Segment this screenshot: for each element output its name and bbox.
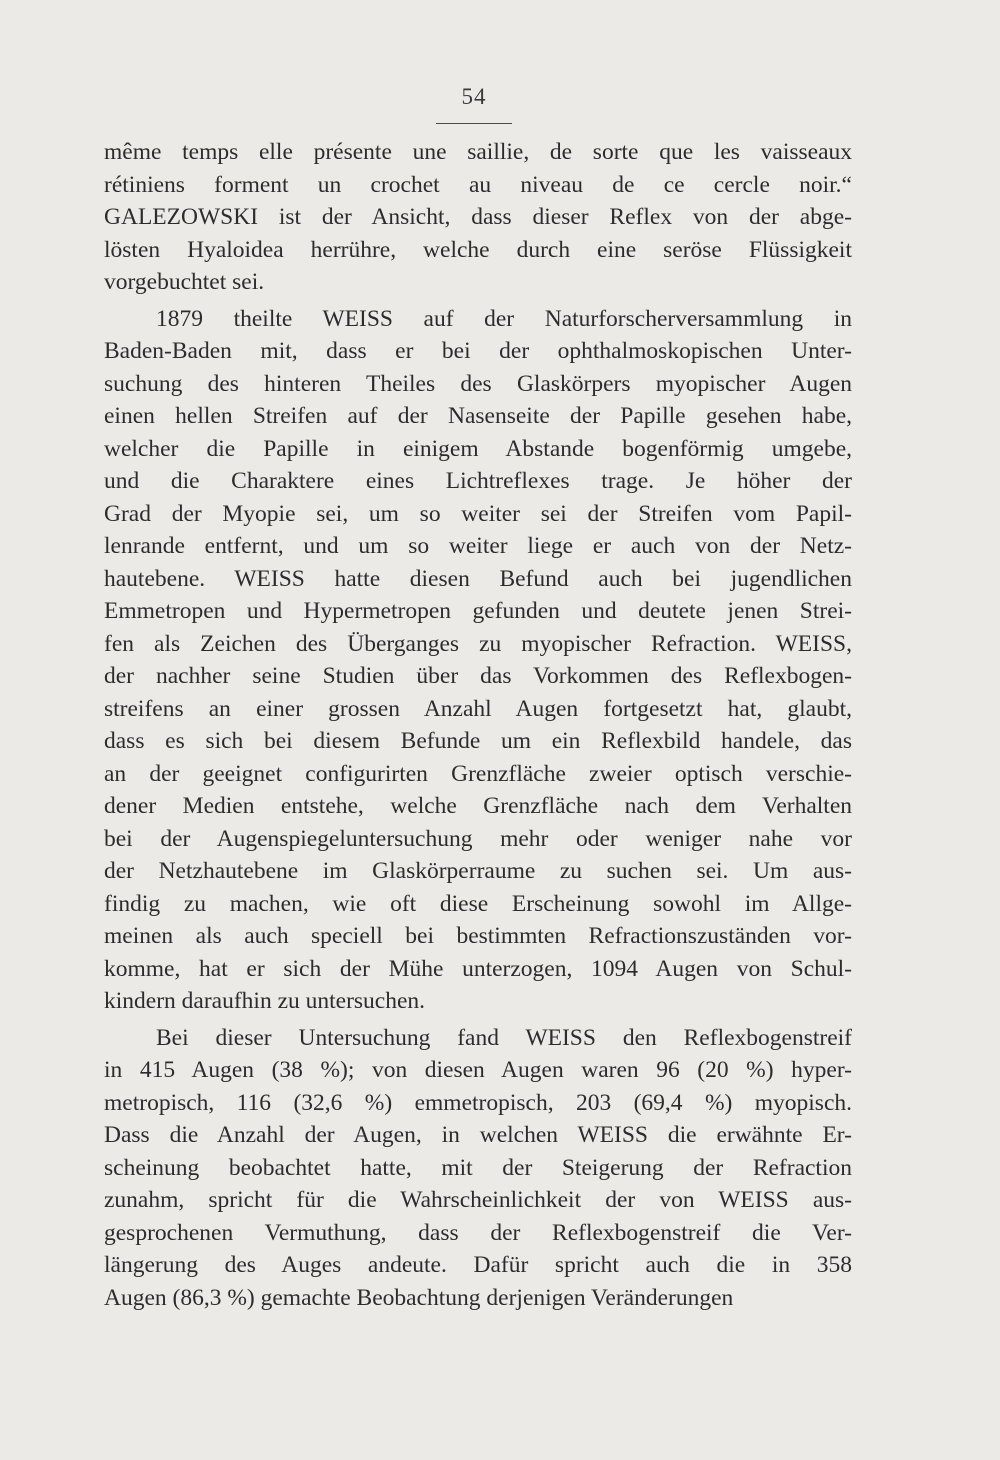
text-line: Augen (86,3 %) gemachte Beobachtung derjenigen Veränderungen xyxy=(104,1284,734,1311)
text-line: rétiniens forment un crochet au niveau de ce cercle noir.“ xyxy=(104,171,852,198)
text-line: GALEZOWSKI ist der Ansicht, dass dieser Reflex von der abge- xyxy=(104,204,852,230)
paragraph xyxy=(104,1022,852,1315)
text-line: hautebene. WEISS hatte diesen Befund auch bei jugendlichen xyxy=(104,565,852,592)
text-line: meinen als auch speciell bei bestimmten Refractionszuständen vor- xyxy=(104,923,852,949)
text-line: lösten Hyaloidea herrühre, welche durch eine seröse Flüssigkeit xyxy=(104,236,852,263)
text-line: welcher die Papille in einigem Abstande bogenförmig umgebe, xyxy=(104,435,852,462)
text-line: Grad der Myopie sei, um so weiter sei der Streifen vom Papil- xyxy=(104,500,852,527)
text-line: komme, hat er sich der Mühe unterzogen, 1094 Augen von Schul- xyxy=(104,955,852,982)
text-line: Bei dieser Untersuchung fand WEISS den Reflexbogenstreif xyxy=(156,1024,852,1051)
text-line: gesprochenen Vermuthung, dass der Reflexbogenstreif die Ver- xyxy=(104,1219,852,1246)
text-line: an der geeignet configurirten Grenzfläche zweier optisch verschie- xyxy=(104,760,852,787)
text-line: Baden-Baden mit, dass er bei der ophthalmoskopischen Unter- xyxy=(104,338,852,364)
text-line: streifens an einer grossen Anzahl Augen fortgesetzt hat, glaubt, xyxy=(104,695,852,722)
text-line: suchung des hinteren Theiles des Glaskörpers myopischer Augen xyxy=(104,370,852,397)
text-line: einen hellen Streifen auf der Nasenseite der Papille gesehen habe, xyxy=(104,403,852,429)
text-line: dass es sich bei diesem Befunde um ein Reflexbild handele, das xyxy=(104,728,852,754)
text-line: zunahm, spricht für die Wahrscheinlichkeit der von WEISS aus- xyxy=(104,1187,852,1213)
page-number: 54 xyxy=(461,84,487,109)
text-line: même temps elle présente une saillie, de sorte que les vaisseaux xyxy=(104,139,852,165)
text-line: der Netzhautebene im Glaskörperraume zu suchen sei. Um aus- xyxy=(104,858,852,884)
text-line: vorgebuchtet sei. xyxy=(104,269,265,295)
page-number-rule xyxy=(436,123,512,124)
text-line: lenrande entfernt, und um so weiter liege er auch von der Netz- xyxy=(104,533,852,559)
text-line: in 415 Augen (38 %); von diesen Augen waren 96 (20 %) hyper- xyxy=(104,1057,852,1083)
text-line: metropisch, 116 (32,6 %) emmetropisch, 203 (69,4 %) myopisch. xyxy=(104,1089,852,1116)
text-line: scheinung beobachtet hatte, mit der Steigerung der Refraction xyxy=(104,1154,852,1181)
text-line: fen als Zeichen des Überganges zu myopischer Refraction. WEISS, xyxy=(104,630,852,657)
text-line: längerung des Auges andeute. Dafür spricht auch die in 358 xyxy=(104,1252,852,1278)
text-line: dener Medien entstehe, welche Grenzfläche nach dem Verhalten xyxy=(104,793,852,819)
paragraph xyxy=(104,136,852,299)
text-line: kindern daraufhin zu untersuchen. xyxy=(104,988,426,1014)
body-text xyxy=(104,136,852,1314)
text-line: Emmetropen und Hypermetropen gefunden und deutete jenen Strei- xyxy=(104,598,852,624)
text-line: 1879 theilte WEISS auf der Naturforscherversammlung in xyxy=(156,305,852,332)
text-line: und die Charaktere eines Lichtreflexes trage. Je höher der xyxy=(104,468,852,494)
text-line: bei der Augenspiegeluntersuchung mehr oder weniger nahe vor xyxy=(104,825,852,852)
text-line: der nachher seine Studien über das Vorkommen des Reflexbogen- xyxy=(104,663,852,689)
paragraph xyxy=(104,303,852,1018)
text-line: Dass die Anzahl der Augen, in welchen WEISS die erwähnte Er- xyxy=(104,1122,852,1148)
text-line: findig zu machen, wie oft diese Erscheinung sowohl im Allge- xyxy=(104,890,852,917)
